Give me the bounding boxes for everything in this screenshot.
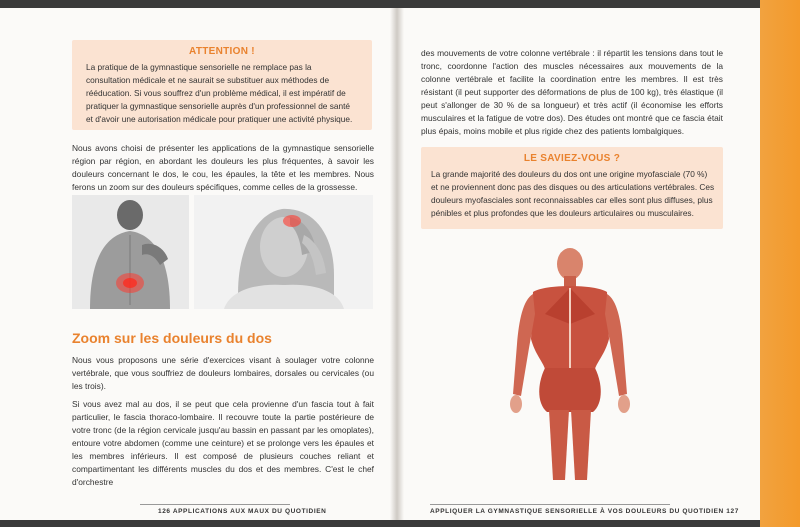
headache-photo	[194, 195, 373, 309]
para-exercises: Nous vous proposons une série d'exercices visant à soulager votre colonne vertébrale, que vous souffriez de douleurs lombaires, dorsales ou cervicales (ou les trois).	[72, 355, 374, 391]
para-fascia: Si vous avez mal au dos, il se peut que cela provienne d'un fascia tout à fait particulier, le fascia thoraco-lombaire. Il recouvre toute la partie postérieure de votre tronc (de la région cervicale jusqu'au bassin en passant par les omoplates), entoure votre abdomen (comme une ceinture) et se prolonge vers les épaules et les membres inférieurs. Il est composé de plusieurs couches reliant et compartimentant les différents muscles du dos et des membres. C'est le chef d'orchestre	[72, 399, 374, 487]
saviez-box	[421, 147, 723, 229]
saviez-text: La grande majorité des douleurs du dos ont une origine myofasciale (70 %) et ne proviennent donc pas des disques ou des articulations vertébrales. Ces douleurs myofasciales sont reconnaissables car elles sont plus diffuses, plus pénibles et plus profondes que les douleurs articulaires ou musculaires.	[431, 169, 715, 218]
footer-title-left: APPLICATIONS AUX MAUX DU QUOTIDIEN	[172, 508, 327, 515]
attention-title: ATTENTION !	[189, 46, 255, 57]
headache-illustration	[194, 195, 373, 309]
footer-right	[430, 508, 739, 515]
back-muscles-figure	[505, 244, 635, 484]
page-number-left: 126	[158, 508, 171, 515]
book-edge	[760, 0, 800, 527]
saviez-title: LE SAVIEZ-VOUS ?	[523, 153, 621, 164]
attention-text: La pratique de la gymnastique sensorielle ne remplace pas la consultation médicale et ne saurait se substituer aux méthodes de rééducation. Si vous souffrez d'un problème médical, il est impératif de pratiquer la gymnastique sensorielle auprès d'un professionnel de santé et d'avoir une autorisation médicale pour pratiquer une activité physique.	[86, 62, 353, 124]
book-gutter	[390, 8, 404, 520]
footer-left	[158, 508, 326, 515]
back-pain-photo	[72, 195, 189, 309]
page-number-right: 127	[726, 508, 739, 515]
para-spine: des mouvements de votre colonne vertébrale : il répartit les tensions dans tout le tronc, coordonne l'action des muscles nécessaires aux mouvements de la colonne vertébrale et facilite la coordination entre les membres. Il est très résistant (il peut supporter des déformations de plus de 100 kg), très élastique (il peut s'allonger de 30 % de sa longueur) et très actif (il économise les efforts musculaires et la fatigue de votre dos). Des études ont montré que ce fascia était plus épais, moins mobile et plus rigide chez des patients lombalgiques.	[421, 48, 723, 136]
footer-title-right: APPLIQUER LA GYMNASTIQUE SENSORIELLE À VOS DOULEURS DU QUOTIDIEN	[430, 508, 724, 515]
intro-paragraph: Nous avons choisi de présenter les applications de la gymnastique sensorielle région par région, en abordant les douleurs les plus fréquentes, à savoir les douleurs concernant le dos, le cou, les épaules, la tête et les membres. Nous ferons un zoom sur des douleurs spécifiques, comme celles de la grossesse.	[72, 143, 374, 192]
muscle-anatomy-illustration	[505, 244, 635, 484]
attention-box	[72, 40, 372, 130]
section-title: Zoom sur les douleurs du dos	[72, 330, 272, 346]
back-pain-illustration	[72, 195, 189, 309]
footer-rule-left	[140, 504, 290, 505]
footer-rule-right	[430, 504, 670, 505]
